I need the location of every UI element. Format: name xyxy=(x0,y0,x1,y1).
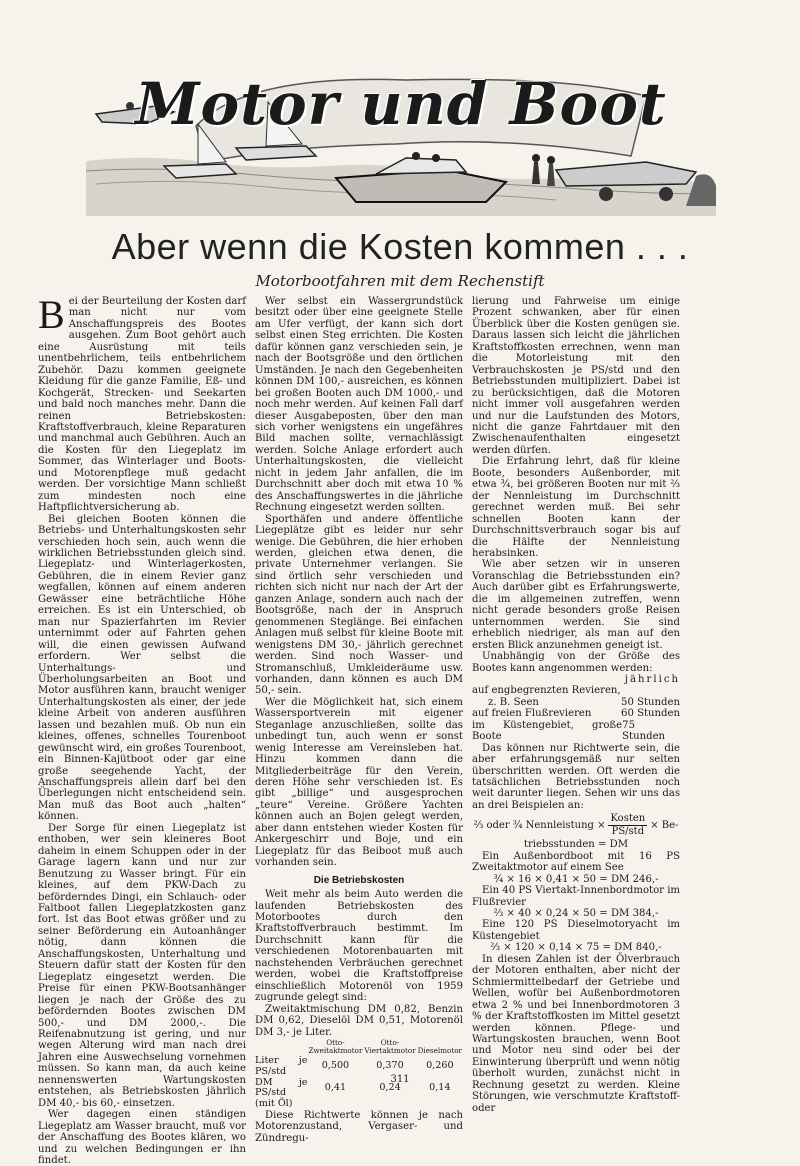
paragraph: Diese Richtwerte können je nach Motorenzustand, Vergaser- und Zündregu- xyxy=(255,1109,463,1144)
table-header: Otto-Zweitaktmotor xyxy=(308,1038,363,1055)
paragraph: Wer selbst ein Wassergrundstück besitzt oder über eine geeignete Stelle am Ufer verfügt, der kann sich dort selbst einen Steg errichten. Die Kosten dafür können ganz verschieden sein, je nach der Bootsgröße und den örtlichen Umständen. Je nach den Gegebenheiten können DM 100,- ausreichen, es können bei großen Booten auch DM 1000,- und noch mehr werden. Auf keinen Fall darf dieser Ausgabeposten, über den man sich vorher wenigstens ein ungefähres Bild machen sollte, vernachlässigt werden. Solche Anlage erfordert auch Unterhaltungskosten, die vielleicht nicht in jedem Jahr anfallen, die im Durchschnitt aber doch mit etwa 10 % des Anschaffungswertes in die jährliche Rechnung eingesetzt werden sollten. xyxy=(255,296,463,514)
paragraph: Wie aber setzen wir in unseren Voranschlag die Betriebsstunden ein? Auch darüber gibt es Erfahrungswerte, die im allgemeinen zutreffen, wenn nicht gerade besonders große Reisen unternommen werden. Sie sind erheblich niedriger, als man auf den ersten Blick anzunehmen geneigt ist. xyxy=(472,559,680,651)
paragraph: Die Erfahrung lehrt, daß für kleine Boote, besonders Außenborder, mit etwa ¾, bei größeren Booten nur mit ⅔ der Nennleistung im Durchschnitt gerechnet werden muß. Bei sehr schnellen Booten kann der Durchschnittsverbrauch sogar bis auf die Hälfte der Nennleistung herabsinken. xyxy=(472,456,680,559)
list-item: z. B. Seen 50 Stunden xyxy=(488,696,680,708)
example-title: Ein Außenbordboot mit 16 PS Zweitaktmotor auf einem See xyxy=(472,850,680,874)
example-title: Ein 40 PS Viertakt-Innenbordmotor im Flußrevier xyxy=(472,885,680,908)
paragraph: Zweitaktmischung DM 0,82, Benzin DM 0,62, Dieselöl DM 0,51, Motorenöl DM 3,- je Liter. xyxy=(255,1003,463,1038)
table-row: Liter je PS/std 0,500 0,370 0,260 xyxy=(255,1055,454,1077)
example-calc: ⅔ × 40 × 0,24 × 50 = DM 384,- xyxy=(493,908,659,920)
paragraph: Bei der Beurteilung der Kosten darf man nicht nur vom Anschaffungspreis des Bootes ausgehen. Zum Boot gehört auch eine Ausrüstung mit teils unentbehrlichem, teils entbehrlichem Zubehör. Dazu kommen geeignete Kleidung für die ganze Familie, Eß- und Kochgerät, Strecken- und Seekarten und bald noch manches mehr. Dann die reinen Betriebskosten: Kraftstoffverbrauch, kleine Reparaturen und manchmal auch Gebühren. Auch an die Kosten für den Liegeplatz im Sommer, das Winterlager und Boots- und Motorenpflege muß gedacht werden. Der vorsichtige Mann schließt zum mindesten noch eine Haftpflichtversicherung ab. xyxy=(38,292,246,514)
table-header: Dieselmotor xyxy=(417,1046,462,1055)
column-2 xyxy=(255,296,463,1144)
paragraph: Das können nur Richtwerte sein, die aber erfahrungsgemäß nur selten überschritten werden. Oft werden die tatsächlichen Betriebsstunden noch weit darunter liegen. Sehen wir uns das an drei Beispielen an: xyxy=(472,742,680,811)
table-header: Otto-Viertaktmotor xyxy=(364,1038,416,1055)
hours-header: jährlich xyxy=(624,673,680,685)
formula: ⅔ oder ¾ Nennleistung × $\frac{\text{Kosten}}{\text{PS/std}}$ × Be- xyxy=(473,813,679,837)
paragraph: Der Sorge für einen Liegeplatz ist enthoben, wer sein kleineres Boot daheim in einem Schuppen oder in der Garage lagern kann und nur zur Benutzung zu Wasser bringt. Für ein kleines, auf dem PKW-Dach zu beförderndes Dingi, ein Schlauch- oder Faltboot fallen Liegeplatzkosten ganz fort. Ist das Boot etwas größer und zu seiner Beförderung ein Autoanhänger nötig, dann können die Anschaffungskosten, Unterhaltung und Steuern dafür statt der Kosten für den Liegeplatz eingesetzt werden. Die Preise für einen PKW-Bootsanhänger liegen je nach der Größe des zu befördernden Bootes zwischen DM 500,- und DM 2000,-. Die Reifenabnutzung ist gering, und nur wegen Alterung wird man nach drei Jahren eine Auswechselung vornehmen müssen. So kann man, da auch keine nennenswerten Wartungskosten entstehen, als Betriebskosten jährlich DM 40,- bis 60,- einsetzen. xyxy=(38,822,246,1109)
example-calc: ⅔ × 120 × 0,14 × 75 = DM 840,- xyxy=(490,942,662,954)
banner-illustration xyxy=(86,66,716,216)
table-row: DM je PS/std 0,41 0,24 0,14 xyxy=(255,1076,451,1099)
paragraph: Weit mehr als beim Auto werden die laufenden Betriebskosten des Motorbootes durch den Kraftstoffverbrauch bestimmt. Im Durchschnitt kann für die verschiedenen Motorenbauarten mit nachstehenden Verbräuchen gerechnet werden, wobei die Kraftstoffpreise einschließlich Motorenöl von 1959 zugrunde gelegt sind: xyxy=(255,889,463,1004)
paragraph: In diesen Zahlen ist der Ölverbrauch der Motoren enthalten, aber nicht der Schmiermittelbedarf der Getriebe und Wellen, wofür bei Außenbordmotoren etwa 2 % und bei Innenbordmotoren 3 % der Kraftstoffkosten im Mittel gesetzt werden können. Pflege- und Wartungskosten brauchen, wenn Boot und Motor neu sind oder bei der Einwinterung überprüft und wenn nötig überholt wurden, zunächst nicht in Rechnung gesetzt zu werden. Kleine Störungen, wie verschmutzte Kraftstoff- oder xyxy=(472,953,680,1114)
paragraph: Wer die Möglichkeit hat, sich einem Wassersportverein mit eigener Steganlage anzuschließen, sollte das unbedingt tun, auch wenn er sonst wenig Interesse am Vereinsleben hat. Hinzu kommen dann die Mitgliederbeiträge für den Verein, deren Höhe sehr verschieden ist. Es gibt „billige“ und ausgesprochen „teure“ Vereine. Größere Yachten können auch an Bojen gelegt werden, aber dann entstehen wieder Kosten für Ankergeschirr und Boje, und ein Liegeplatz für das Beiboot muß auch vorhanden sein. xyxy=(255,696,463,869)
banner-title: Motor und Boot xyxy=(135,70,667,138)
column-3 xyxy=(472,296,680,1114)
drop-cap: B xyxy=(38,292,65,337)
paragraph: Sporthäfen und andere öffentliche Liegeplätze gibt es leider nur sehr wenige. Die Gebühren, die hier erhoben werden, gleichen etwa denen, die private Unternehmer verlangen. Sie sind örtlich sehr verschieden und richten sich nicht nur nach der Art der ganzen Anlage, sondern auch nach der Bootsgröße, nach der in Anspruch genommenen Steglänge. Bei einfachen Anlagen muß selbst für kleine Boote mit wenigstens DM 30,- jährlich gerechnet werden. Sind noch Wasser- und Stromanschluß, Umkleideräume usw. vorhanden, dann können es auch DM 50,- sein. xyxy=(255,513,463,697)
formula-line-2: triebsstunden = DM xyxy=(523,839,629,851)
paragraph: lierung und Fahrweise um einige Prozent schwanken, aber für einen Überblick über die Kosten genügen sie. Daraus lassen sich leicht die jährlichen Kraftstoffkosten errechnen, wenn man die Motorleistung mit den Verbrauchskosten je PS/std und den Betriebsstunden multipliziert. Dabei ist zu berücksichtigen, daß die Motoren nicht immer voll ausgefahren werden und nur die Laufstunden des Motors, nicht die ganze Fahrtdauer mit den Zwischenaufenthalten eingesetzt werden dürfen. xyxy=(472,296,680,456)
paragraph: Wer dagegen einen ständigen Liegeplatz am Wasser braucht, muß vor der Anschaffung des Bootes klären, wo und zu welchen Bedingungen er ihn findet. xyxy=(38,1109,246,1166)
list-item: auf engbegrenzten Revieren, xyxy=(472,685,621,697)
column-1 xyxy=(38,292,246,1166)
table-note: (mit Öl) xyxy=(255,1098,293,1110)
list-item: auf freien Flußrevieren 60 Stunden xyxy=(472,708,680,720)
section-heading: Die Betriebskosten xyxy=(313,874,405,886)
page-number: 311 xyxy=(390,1074,410,1085)
paragraph: Unabhängig von der Größe des Bootes kann angenommen werden: xyxy=(472,651,680,674)
fraction: $\frac{\text{Kosten}}{\text{PS/std}}$ xyxy=(610,813,646,837)
example-title: Eine 120 PS Dieselmotoryacht im Küstengebiet xyxy=(472,919,680,942)
example-calc: ¾ × 16 × 0,41 × 50 = DM 246,- xyxy=(493,873,659,885)
hours-list xyxy=(472,674,680,743)
article-subheadline: Motorbootfahren mit dem Rechenstift xyxy=(255,272,545,290)
paragraph: Bei gleichen Booten können die Betriebs- und Unterhaltungskosten sehr verschieden hoch sein, auch wenn die wirklichen Betriebsstunden gleich sind. Liegeplatz- und Winterlagerkosten, Gebühren, die in einem Revier ganz wegfallen, können auf einem anderen Gewässer eine beträchtliche Höhe erreichen. Es ist ein Unterschied, ob man nur Spazierfahrten im Revier unternimmt oder auf Fahrten gehen will, die einen gewissen Aufwand erfordern. Wer selbst die Unterhaltungs- und Überholungsarbeiten an Boot und Motor ausführen kann, braucht weniger Unterhaltungskosten als einer, der jede kleine Arbeit von anderen ausführen lassen und bezahlen muß. Ob nun ein kleines, offenes, schnelles Tourenboot gewünscht wird, ein großes Tourenboot, ein Binnen-Kajütboot oder gar eine große seegehende Yacht, der Anschaffungspreis allein darf bei den Überlegungen nicht entscheidend sein. Man muß das Boot auch „halten“ können. xyxy=(38,513,246,823)
article-headline: Aber wenn die Kosten kommen . . . xyxy=(111,226,689,267)
list-item: im Küstengebiet, große Boote 75 Stunden xyxy=(472,719,666,743)
